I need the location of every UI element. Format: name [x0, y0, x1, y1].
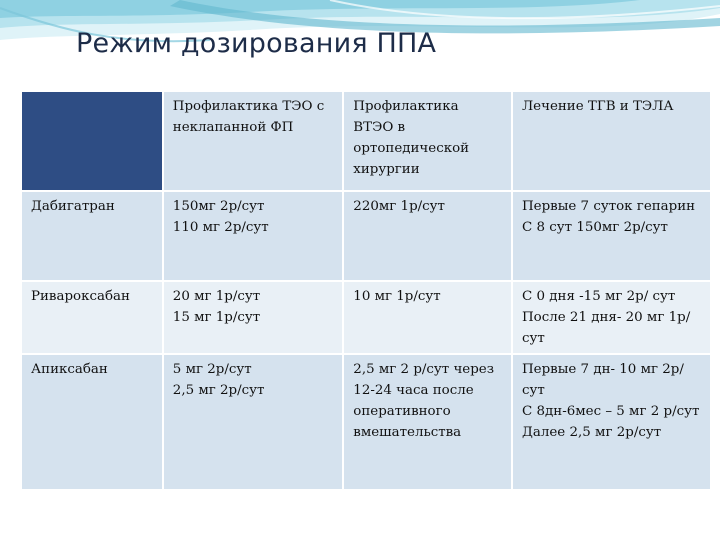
dosing-table — [20, 90, 712, 491]
table-row — [21, 281, 711, 354]
dose-treatment: С 0 дня -15 мг 2р/ сут После 21 дня- 20 мг 1р/сут — [512, 281, 711, 354]
dose-af: 5 мг 2р/сут 2,5 мг 2р/сут — [163, 354, 344, 490]
dose-treatment: Первые 7 дн- 10 мг 2р/сут С 8дн-6мес – 5 мг 2 р/сут Далее 2,5 мг 2р/сут — [512, 354, 711, 490]
dose-ortho: 10 мг 1р/сут — [343, 281, 512, 354]
drug-name-dabigatran: Дабигатран — [21, 191, 163, 281]
dose-ortho: 2,5 мг 2 р/сут через 12-24 часа после оперативного вмешательства — [343, 354, 512, 490]
table-row — [21, 191, 711, 281]
header-af-prophylaxis: Профилактика ТЭО с неклапанной ФП — [163, 91, 344, 191]
dose-treatment: Первые 7 суток гепарин С 8 сут 150мг 2р/сут — [512, 191, 711, 281]
drug-name-rivaroxaban: Ривароксабан — [21, 281, 163, 354]
dose-af: 20 мг 1р/сут 15 мг 1р/сут — [163, 281, 344, 354]
table-row — [21, 354, 711, 490]
header-dvt-pe-treatment: Лечение ТГВ и ТЭЛА — [512, 91, 711, 191]
drug-name-apixaban: Апиксабан — [21, 354, 163, 490]
table-header-row — [21, 91, 711, 191]
header-ortho-prophylaxis: Профилактика ВТЭО в ортопедической хирургии — [343, 91, 512, 191]
slide-title: Режим дозирования ППА — [76, 28, 437, 59]
dose-af: 150мг 2р/сут 110 мг 2р/сут — [163, 191, 344, 281]
dose-ortho: 220мг 1р/сут — [343, 191, 512, 281]
header-corner-cell — [21, 91, 163, 191]
